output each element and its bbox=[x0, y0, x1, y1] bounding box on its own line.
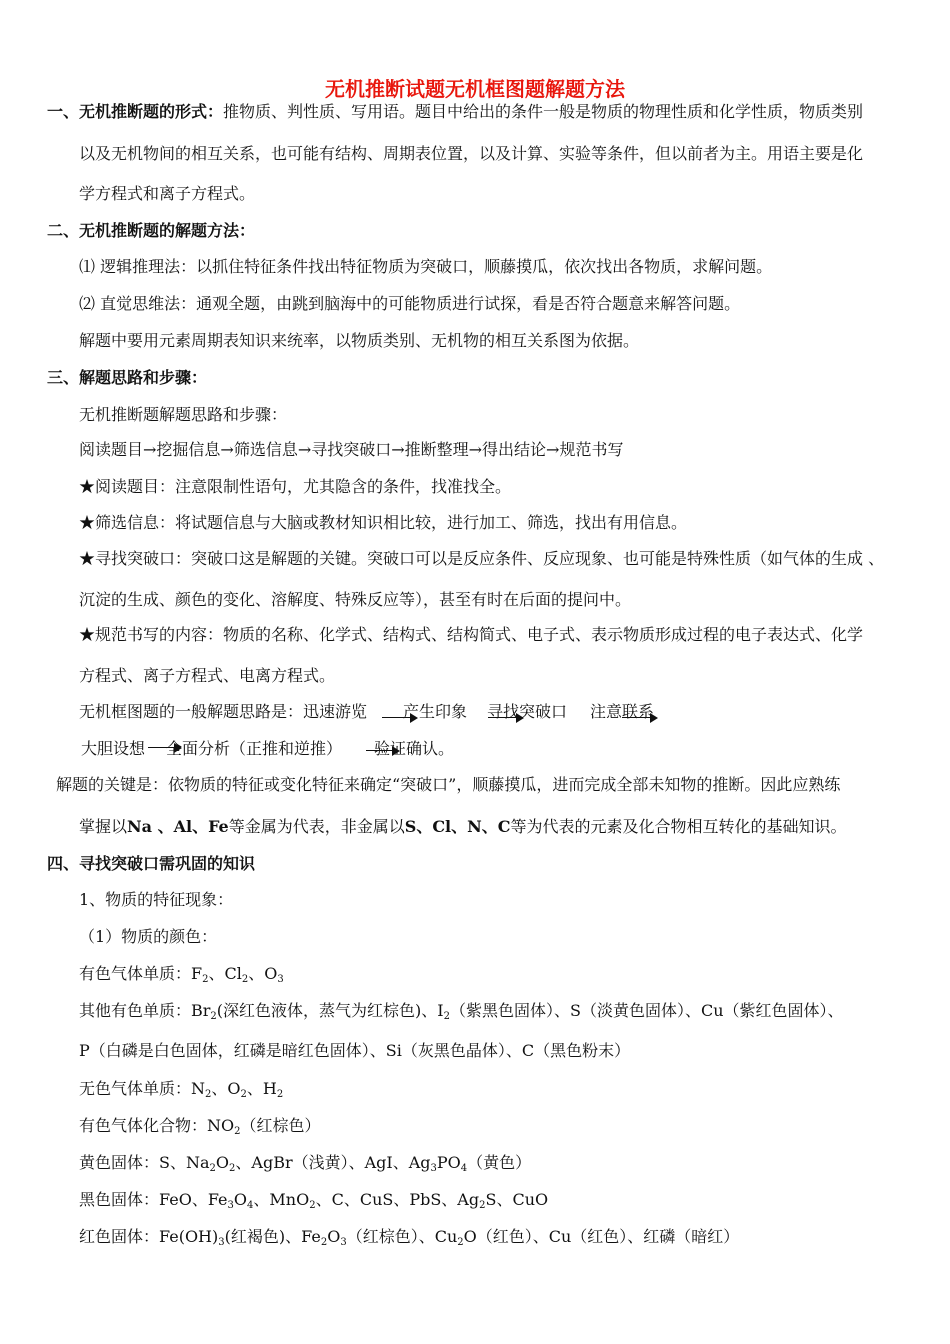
key-metals: Na 、Al、Fe bbox=[127, 817, 229, 836]
section-1-line-2: 以及无机物间的相互关系，也可能有结构、周期表位置，以及计算、实验等条件，但以前者为主。用语主要是化 bbox=[79, 144, 864, 163]
step-breakthrough-2: 沉淀的生成、颜色的变化、溶解度、特殊反应等），甚至有时在后面的提问中。 bbox=[79, 590, 632, 609]
flow-2-verify: 验证确认。 bbox=[374, 739, 455, 758]
color-heading: （1）物质的颜色： bbox=[79, 927, 218, 946]
colorless-gas-elements: 无色气体单质：$N_2$、$O_2$、$H_2$ bbox=[79, 1079, 284, 1100]
flow-1-start: 无机框图题的一般解题思路是：迅速游览 bbox=[79, 702, 368, 721]
flow-1-breakthrough: 寻找突破口 bbox=[487, 702, 568, 721]
step-writing-2: 方程式、离子方程式、电离方程式。 bbox=[79, 666, 336, 685]
page-title: 无机推断试题无机框图题解题方法 bbox=[325, 77, 625, 101]
step-read: ★阅读题目：注意限制性语句，尤其隐含的条件，找准找全。 bbox=[79, 477, 512, 496]
section-4-heading: 四、寻找突破口需巩固的知识 bbox=[47, 854, 256, 873]
other-colored-elements-2: P（白磷是白色固体，红磷是暗红色固体）、Si（灰黑色晶体）、C（黑色粉末） bbox=[79, 1041, 631, 1060]
section-1-line-1 bbox=[47, 101, 863, 123]
method-logical: ⑴ 逻辑推理法：以抓住特征条件找出特征物质为突破口，顺藤摸瓜，依次找出各物质，求解问题。 bbox=[79, 257, 773, 276]
flow-2-analysis: 全面分析（正推和逆推） bbox=[166, 739, 343, 758]
key-text-e: 等为代表的元素及化合物相互转化的基础知识。 bbox=[510, 817, 847, 836]
section-1-text: 推物质、判性质、写用语。题目中给出的条件一般是物质的物理性质和化学性质，物质类别 bbox=[223, 102, 864, 121]
black-solids: 黑色固体：FeO、$Fe_3O_4$、MnO$_2$、C、CuS、PbS、$Ag_2S$、CuO bbox=[79, 1190, 549, 1211]
flow-1-connection: 注意联系 bbox=[590, 702, 655, 721]
step-writing-1: ★规范书写的内容：物质的名称、化学式、结构式、结构简式、电子式、表示物质形成过程的电子表达式、化学 bbox=[79, 625, 864, 644]
yellow-solids: 黄色固体：S、$Na_2O_2$、AgBr（浅黄）、AgI、$Ag_3PO_4$（黄色） bbox=[79, 1153, 532, 1174]
key-nonmetals: S、Cl、N、C bbox=[404, 817, 511, 836]
key-line-1: 解题的关键是：依物质的特征或变化特征来确定“突破口”，顺藤摸瓜，进而完成全部未知物的推断。因此应熟练 bbox=[56, 775, 841, 794]
flow-2-guess: 大胆设想 bbox=[81, 739, 146, 758]
steps-intro: 无机推断题解题思路和步骤： bbox=[79, 405, 288, 424]
colored-gas-elements: 有色气体单质：$F_2$、$Cl_2$、$O_3$ bbox=[79, 964, 284, 985]
features-heading: 1、物质的特征现象： bbox=[79, 890, 234, 909]
method-intuitive: ⑵ 直觉思维法：通观全题，由跳到脑海中的可能物质进行试探，看是否符合题意来解答问题。 bbox=[79, 294, 741, 313]
key-line-2 bbox=[79, 816, 847, 838]
section-3-heading: 三、解题思路和步骤： bbox=[47, 368, 208, 387]
key-text-a: 掌握以 bbox=[79, 817, 128, 836]
flow-1-impression: 产生印象 bbox=[403, 702, 468, 721]
method-note: 解题中要用元素周期表知识来统率，以物质类别、无机物的相互关系图为依据。 bbox=[79, 331, 640, 350]
colored-gas-compounds: 有色气体化合物：$NO_2$（红棕色） bbox=[79, 1116, 321, 1137]
steps-flow: 阅读题目→挖掘信息→筛选信息→寻找突破口→推断整理→得出结论→规范书写 bbox=[79, 440, 624, 459]
other-colored-elements-1: 其他有色单质：$Br_2$(深红色液体，蒸气为红棕色)、$I_2$（紫黑色固体）、S（淡黄色固体）、Cu（紫红色固体）、 bbox=[79, 1001, 844, 1022]
key-text-c: 等金属为代表，非金属以 bbox=[228, 817, 405, 836]
red-solids: 红色固体：$Fe(OH)_3$(红褐色)、$Fe_2O_3$（红棕色）、$Cu_2O$（红色）、Cu（红色）、红磷（暗红） bbox=[79, 1227, 740, 1248]
step-filter: ★筛选信息：将试题信息与大脑或教材知识相比较，进行加工、筛选，找出有用信息。 bbox=[79, 513, 688, 532]
section-1-line-3: 学方程式和离子方程式。 bbox=[79, 184, 256, 203]
step-breakthrough-1: ★寻找突破口：突破口这是解题的关键。突破口可以是反应条件、反应现象、也可能是特殊性质（如气体的生成 、 bbox=[79, 549, 885, 568]
section-1-heading: 一、无机推断题的形式： bbox=[47, 102, 224, 121]
section-2-heading: 二、无机推断题的解题方法： bbox=[47, 221, 256, 240]
